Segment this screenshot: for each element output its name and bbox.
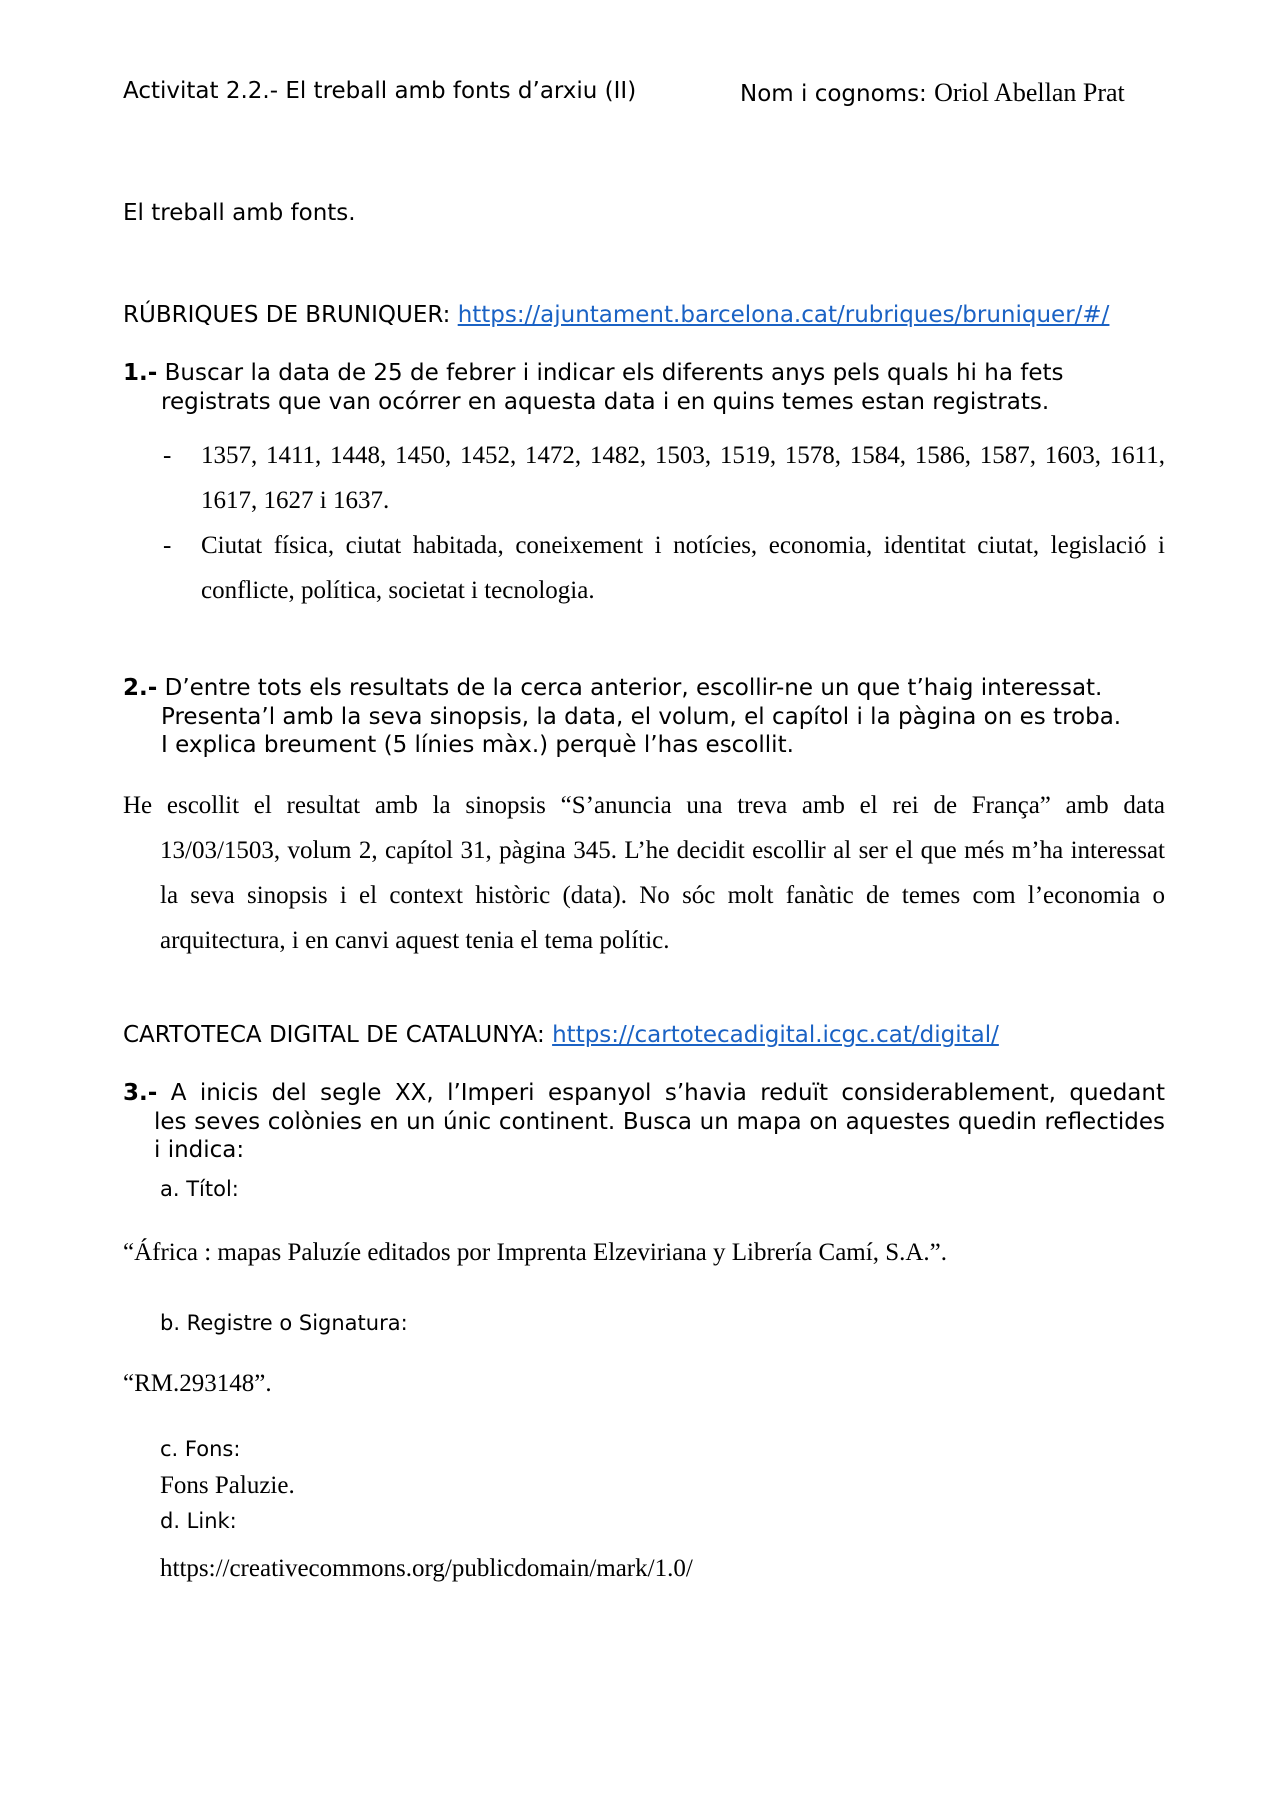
- student-name-line: [740, 78, 1125, 108]
- answer-2-rest: 13/03/1503, volum 2, capítol 31, pàgina 345. L’he decidit escollir al ser el que més m’ha interessat la seva sinopsis i el context històric (data). No sóc molt fanàtic de temes com l’economia o arquitectura, i en canvi aquest tenia el tema polític.: [160, 837, 1165, 954]
- bullet-dash: -: [163, 532, 172, 559]
- question-2-number: 2.-: [123, 675, 158, 701]
- answer-2: [123, 783, 1165, 963]
- question-2-line3: I explica breument (5 línies màx.) perquè l’has escollit.: [161, 732, 794, 758]
- section-bruniquer-heading: [123, 302, 1109, 328]
- question-3-number: 3.-: [123, 1080, 158, 1106]
- question-1-number: 1.-: [123, 360, 158, 386]
- answer-fons: Fons Paluzie.: [160, 1472, 295, 1499]
- answer-1-themes: [160, 523, 1165, 613]
- question-3-line1: A inicis del segle XX, l’Imperi espanyol s’havia reduït considerablement, quedant: [157, 1080, 1165, 1106]
- answer-1-themes-text: Ciutat física, ciutat habitada, coneixement i notícies, economia, identitat ciutat, legislació i conflicte, política, societat i tecnologia.: [201, 532, 1165, 604]
- label-signatura: b. Registre o Signatura:: [160, 1311, 408, 1335]
- question-1-line2: registrats que van ocórrer en aquesta data i en quins temes estan registrats.: [161, 388, 1050, 415]
- question-1-answers: [160, 433, 1165, 613]
- section-cartoteca-heading: [123, 1022, 999, 1048]
- section-bruniquer-title: RÚBRIQUES DE BRUNIQUER:: [123, 302, 458, 328]
- question-2-line1: D’entre tots els resultats de la cerca anterior, escollir-ne un que t’haig interessat.: [157, 675, 1103, 701]
- question-3: [123, 1079, 1165, 1165]
- question-1-line1: Buscar la data de 25 de febrer i indicar els diferents anys pels quals hi ha fets: [157, 360, 1064, 386]
- label-titol: a. Títol:: [160, 1177, 239, 1201]
- answer-1-years-text: 1357, 1411, 1448, 1450, 1452, 1472, 1482, 1503, 1519, 1578, 1584, 1586, 1587, 1603, 1611, 1617, 1627 i 1637.: [201, 442, 1165, 514]
- label-fons: c. Fons:: [160, 1437, 241, 1461]
- section-cartoteca-title: CARTOTECA DIGITAL DE CATALUNYA:: [123, 1022, 553, 1048]
- question-1: [123, 359, 1165, 416]
- bruniquer-link[interactable]: https://ajuntament.barcelona.cat/rubriques/bruniquer/#/: [457, 302, 1110, 328]
- question-2-line2: Presenta’l amb la seva sinopsis, la data, el volum, el capítol i la pàgina on es troba.: [161, 703, 1122, 730]
- answer-signatura: “RM.293148”.: [123, 1370, 272, 1397]
- question-2: [123, 674, 1165, 760]
- intro-text: El treball amb fonts.: [123, 200, 356, 226]
- answer-1-years: [160, 433, 1165, 523]
- activity-title: Activitat 2.2.- El treball amb fonts d’arxiu (II): [123, 78, 637, 104]
- student-name: Oriol Abellan Prat: [934, 78, 1125, 107]
- label-link: d. Link:: [160, 1509, 237, 1533]
- answer-link: https://creativecommons.org/publicdomain/mark/1.0/: [160, 1555, 693, 1582]
- answer-titol: “África : mapas Paluzíe editados por Imprenta Elzeviriana y Librería Camí, S.A.”.: [123, 1239, 947, 1266]
- question-3-line2: les seves colònies en un únic continent. Busca un mapa on aquestes quedin reflectides i indica:: [154, 1108, 1165, 1163]
- answer-2-first-line: He escollit el resultat amb la sinopsis “S’anuncia una treva amb el rei de França” amb data: [123, 792, 1165, 819]
- cartoteca-link[interactable]: https://cartotecadigital.icgc.cat/digital/: [552, 1022, 999, 1048]
- bullet-dash: -: [163, 442, 172, 469]
- name-label: Nom i cognoms:: [740, 81, 935, 107]
